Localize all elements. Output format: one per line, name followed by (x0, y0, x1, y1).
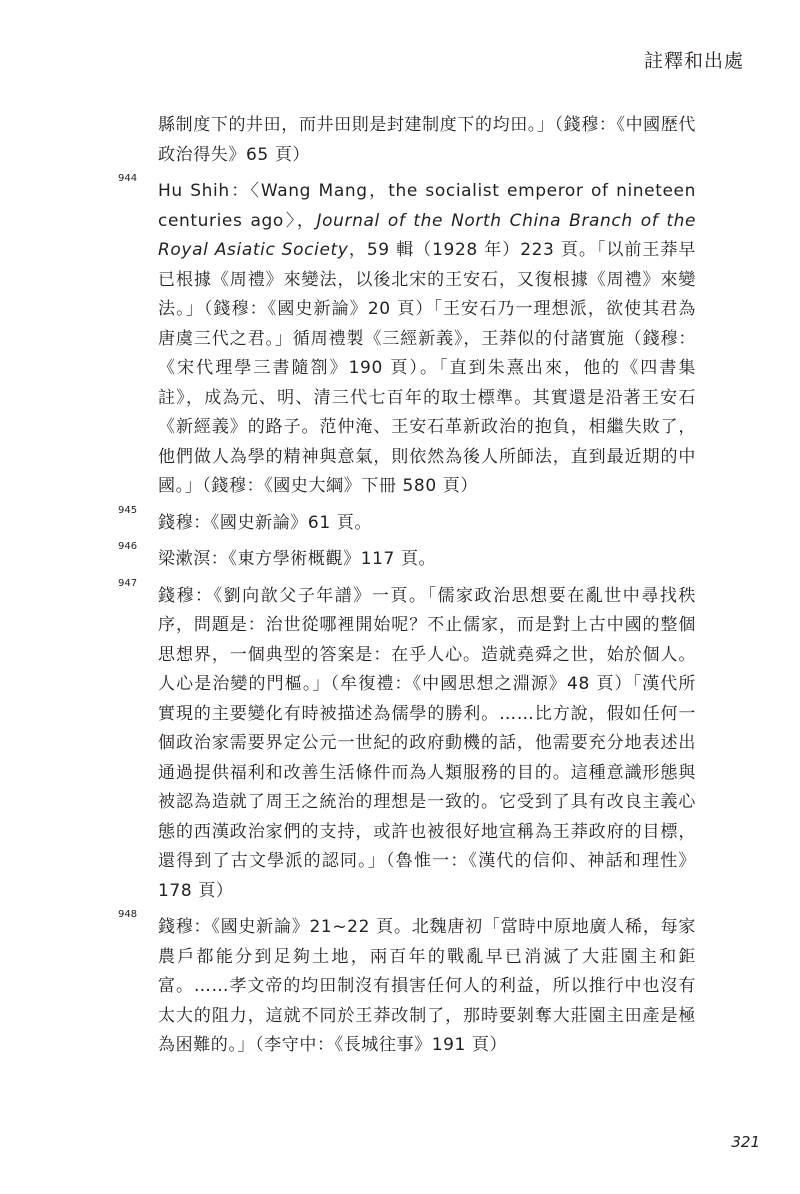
note-text: 錢穆：《劉向歆父子年譜》一頁。「儒家政治思想要在亂世中尋找秩序，問題是：治世從哪裡開始呢？不止儒家，而是對上古中國的整個思想界，一個典型的答案是：在乎人心。造就堯舜之世，始於個人。人心是治變的門樞。」（牟復禮：《中國思想之淵源》48 頁）「漢代所實現的主要變化有時被描述為儒學的勝利。……比方說，假如任何一個政治家需要界定公元一世紀的政府動機的話，他需要充分地表述出通過提供福利和改善生活條件而為人類服務的目的。這種意識形態與被認為造就了周王之統治的理想是一致的。它受到了具有改良主義心態的西漢政治家們的支持，或許也被很好地宣稱為王莽政府的目標，還得到了古文學派的認同。」（魯惟一：《漢代的信仰、神話和理性》178 頁） (158, 585, 696, 901)
footnotes (118, 111, 696, 1068)
note-number: 945 (118, 504, 138, 516)
note-number: 944 (118, 173, 138, 184)
note-944 (118, 173, 697, 502)
note-number: 947 (118, 577, 138, 589)
page-number: 321 (731, 1133, 760, 1151)
running-header: 註釋和出處 (643, 50, 744, 72)
note-944-post: ，59 輯（1928 年）223 頁。「以前王莽早已根據《周禮》來變法，以後北宋的王安石，又復根據《周禮》來變法。」（錢穆：《國史新論》20 頁）「王安石乃一理想派，欲使其君為唐虞三代之君。」循周禮製《三經新義》，王莽似的付諸實施（錢穆：《宋代理學三書隨劄》190 頁）。「直到朱熹出來，他的《四書集註》，成為元、明、清三代七百年的取士標準。其實還是沿著王安石《新經義》的路子。范仲淹、王安石革新政治的抱負，相繼失敗了，他們做人為學的精神與意氣，則依然為後人所師法，直到最近期的中國。」（錢穆：《國史大綱》下冊 580 頁） (158, 240, 696, 496)
note-number: 946 (118, 541, 138, 552)
note-continuation-text: 縣制度下的井田，而井田則是封建制度下的均田。」（錢穆：《中國歷代政治得失》65 頁） (158, 115, 696, 165)
note-number: 948 (118, 909, 138, 920)
note-continuation (118, 111, 696, 170)
note-948 (118, 909, 696, 1061)
note-text: 錢穆：《國史新論》61 頁。 (158, 512, 372, 533)
note-945 (118, 504, 696, 539)
note-947 (118, 577, 696, 907)
note-text (158, 177, 696, 502)
journal-title: Journal of the North China Branch of the Royal Asiatic Society (158, 210, 697, 260)
note-946 (118, 541, 696, 575)
note-text: 錢穆：《國史新論》21~22 頁。北魏唐初「當時中原地廣人稀，每家農戶都能分到足夠土地，兩百年的戰亂早已消滅了大莊園主和鉅富。……孝文帝的均田制沒有損害任何人的利益，所以推行中也沒有太大的阻力，這就不同於王莽改制了，那時要剝奪大莊園主田產是極為困難的。」（李守中：《長城往事》191 頁） (158, 917, 696, 1055)
note-text: 梁漱溟：《東方學術概觀》117 頁。 (158, 549, 437, 569)
note-944-pre: Hu Shih：〈Wang Mang，the socialist emperor of nineteen centuries ago〉， (158, 181, 696, 231)
